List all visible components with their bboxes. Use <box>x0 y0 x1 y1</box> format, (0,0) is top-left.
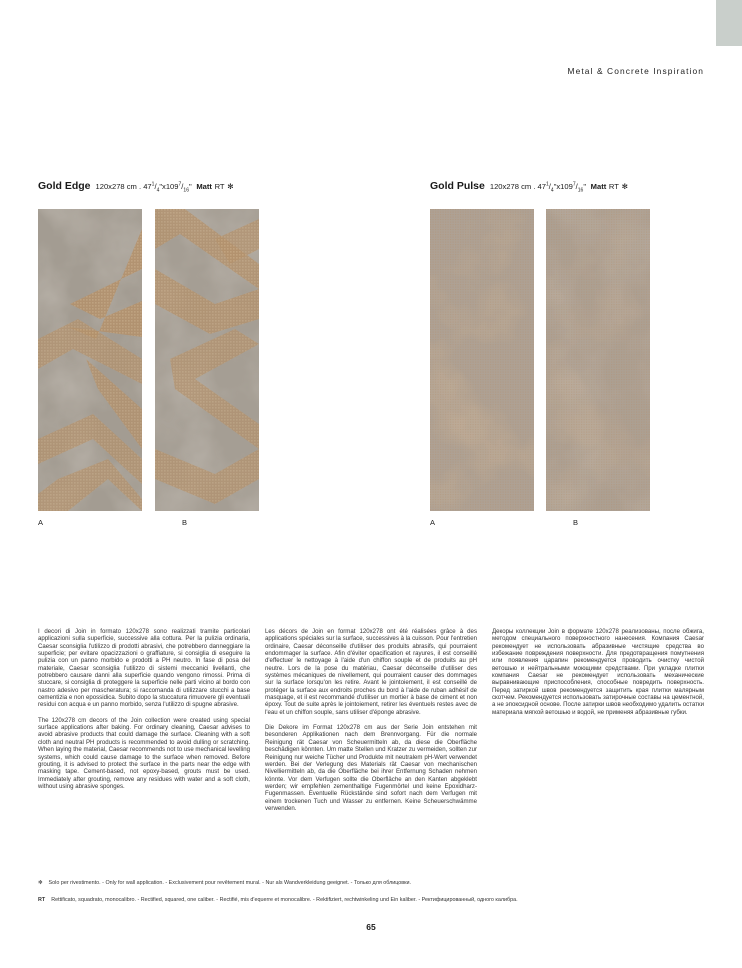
tile-gold-edge-b <box>155 209 259 511</box>
rt-mark: RT <box>214 182 225 191</box>
section-title: Metal & Concrete Inspiration <box>567 66 704 76</box>
paragraph-english: The 120x278 cm decors of the Join collection were created using special surface applications after baking. For ordinary cleaning, Caesar advises to avoid abrasive products that could damage the surface. Cleaning with a soft cloth and neutral PH products is recommended to avoid dulling or scratching. When laying the material, Caesar recommends not to use mechanical levelling systems, which could cause damage to the surface when removed. Before grouting, it is advised to protect the surface in the parts near the edge with masking tape. Cement-based, not epoxy-based, grouts must be used. Immediately after grouting, remove any residues with water and a soft cloth, without using abrasive sponges. <box>38 716 250 790</box>
product-heading-gold-edge <box>38 180 234 194</box>
paragraph-german: Die Dekore im Format 120x278 cm aus der Serie Join entstehen mit besonderen Applikationen nach dem Brennvorgang. Für die normale Reinigung rät Caesar von Scheuermitteln ab, da diese die Oberfläche beschädigen könnten. Um matte Stellen und Kratzer zu vermeiden, sollten zur Reinigung nur weiche Tücher und Produkte mit neutralem pH-Wert verwendet werden. Bei der Verlegung des Materials rät Caesar von mechanischen Nivelliermitteln ab, da die Oberfläche bei ihrer Entfernung Schaden nehmen könnte. Vor dem Verfugen sollte die Oberfläche an den Kanten abgeklebt werden; wir empfehlen zementhaltige Fugenmörtel und keine Epoxidharz-Fugenmassen. Eventuelle Rückstände sind sofort nach dem Verfugen mit einem trockenen Tuch und Wasser zu entfernen. Keine Scheuerschwämme verwenden. <box>265 724 477 812</box>
tile-gold-pulse-b <box>546 209 650 511</box>
wall-only-icon: ✻ <box>621 182 628 191</box>
variant-label-a: A <box>430 518 436 527</box>
paragraph-italian: I decori di Join in formato 120x278 sono realizzati tramite particolari applicazioni sulla superficie, successive alla cottura. Per la pulizia ordinaria, Caesar sconsiglia l'utilizzo di prodotti abrasivi, che potrebbero danneggiare la superficie; per evitare opacizzazioni o graffiature, si consiglia di eseguire la pulizia con un panno morbido e prodotti a PH neutro. In fase di posa del materiale, Caesar sconsiglia l'utilizzo di sistemi meccanici livellanti, che potrebbero causare danni alla superficie quando vengono rimossi. Prima di stuccare, si consiglia di proteggere la superficie nelle parti vicino al bordo con nastro adesivo per mascheratura; si raccomanda di utilizzare stucchi a base cementizia e non epossidica. Subito dopo la stuccatura rimuovere gli eventuali residui con acqua e un panno morbido, senza l'utilizzo di spugne abrasive. <box>38 628 250 709</box>
paragraph-russian: Декоры коллекции Join в формате 120x278 реализованы, после обжига, методом специального поверхностного нанесения. Компания Caesar рекомендует не использовать абразивные чистящие средства во избежание повреждения поверхности. Для предотвращения помутнения или появления царапин рекомендуется проводить очистку чистой ветошью и нейтральными моющими средствами. При укладке плитки компания Caesar не рекомендует использовать механические выравнивающие приспособления, способные повредить поверхность. Перед затиркой швов рекомендуется защитить края плитки малярным скотчем. Рекомендуется использовать затирочные составы на цементной, а не эпоксидной основе. После затирки швов необходимо удалить остатки материала мягкой ветошью и водой, не применяя абразивные губки. <box>492 628 704 716</box>
rt-mark: RT <box>38 897 46 903</box>
page-number: 65 <box>366 922 376 932</box>
footnote-text: Solo per rivestimento. - Only for wall application. - Exclusivement pour revêtement mural. - Nur als Wandverkleidung geeignet. - Только для облицовки. <box>48 880 412 886</box>
tile-image <box>155 209 259 511</box>
variant-label-a: A <box>38 518 44 527</box>
wall-only-icon: ✻ <box>38 880 43 886</box>
product-dimensions: 120x278 cm . $47^1/_4"x109^7/_{16}$" <box>95 181 192 194</box>
footnote-rectified <box>38 897 518 903</box>
corner-tab <box>716 0 742 46</box>
tile-image <box>546 209 650 511</box>
product-name: Gold Edge <box>38 180 91 192</box>
rt-mark: RT <box>608 182 619 191</box>
paragraph-french: Les décors de Join en format 120x278 ont été réalisées grâce à des applications spéciales sur la surface, successives à la cuisson. Pour l'entretien ordinaire, Caesar déconseille d'utiliser des produits abrasifs, qui pourraient endommager la surface. Afin d'éviter opacification et rayures, il est conseillé d'effectuer le nettoyage à l'aide d'un chiffon souple et de produits au pH neutre. Lors de la pose du matériau, Caesar déconseille d'utiliser des systèmes mécaniques de nivellement, qui pourraient causer des dommages sur la surface lorsqu'on les retire. Avant le jointoiement, il est conseillé de protéger la surface aux endroits proches du bord à l'aide de ruban adhésif de masquage, et il est recommandé d'utiliser un mortier à base de ciment et non époxy. Tout de suite après le jointoiement, retirer les éventuels restes avec de l'eau et un chiffon souple, sans utiliser d'éponge abrasive. <box>265 628 477 716</box>
tile-image <box>38 209 142 511</box>
product-finish: Matt <box>196 182 212 191</box>
product-heading-gold-pulse <box>430 180 628 194</box>
wall-only-icon: ✻ <box>227 182 234 191</box>
text-column-right <box>492 628 704 724</box>
text-column-middle <box>265 628 477 820</box>
footnote-text: Rettificato, squadrato, monocalibro. - Rectified, squared, one caliber. - Rectifié, mis d'equerre et monocalibre. - Rektifiziert, rechtwinkeling und Ein kaliber. - Ректифицированный, одного калибра. <box>51 897 518 903</box>
tile-image <box>430 209 534 511</box>
product-finish: Matt <box>590 182 607 191</box>
footnote-wall-only <box>38 880 411 886</box>
tile-gold-edge-a <box>38 209 142 511</box>
tile-gold-pulse-a <box>430 209 534 511</box>
variant-label-b: B <box>573 518 579 527</box>
variant-label-b: B <box>182 518 188 527</box>
product-dimensions: 120x278 cm . $47^1/_4"x109^7/_{16}$" <box>489 181 587 194</box>
text-column-left <box>38 628 250 798</box>
product-name: Gold Pulse <box>430 180 485 192</box>
